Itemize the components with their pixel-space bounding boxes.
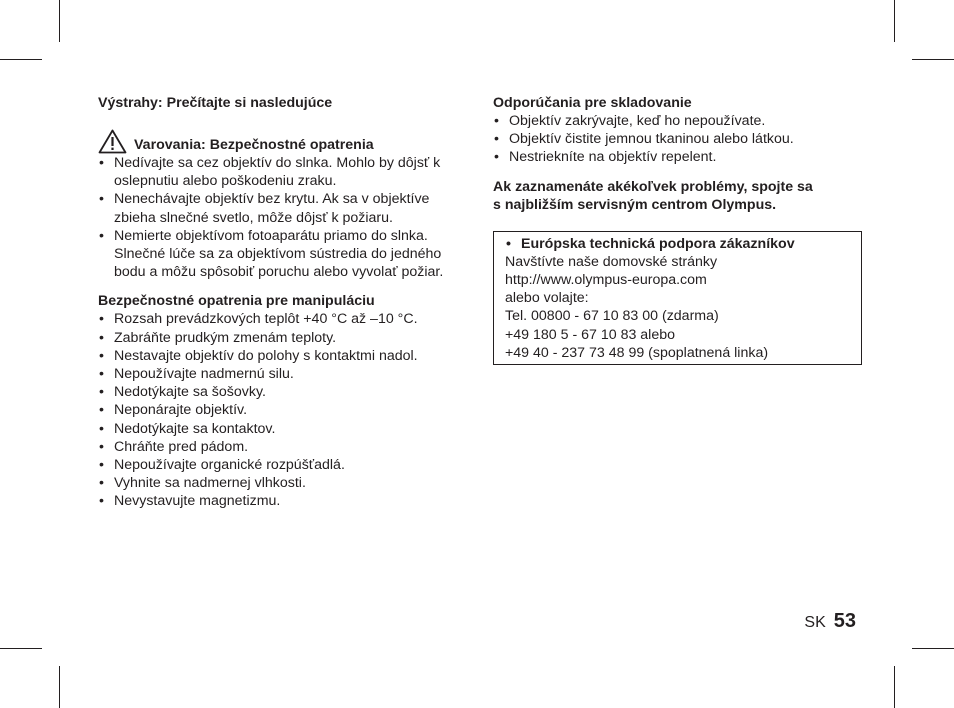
support-box	[493, 231, 862, 365]
warnings-title: Výstrahy: Prečítajte si nasledujúce	[98, 95, 333, 111]
list-item: • Nestavajte objektív do polohy s kontaktmi nadol.	[98, 347, 468, 365]
support-phone: Tel. 00800 - 67 10 83 00 (zdarma)	[505, 308, 719, 325]
list-item: • Nedotýkajte sa kontaktov.	[98, 420, 468, 438]
list-item: • Nenechávajte objektív bez krytu. Ak sa v objektíve zbieha slnečné svetlo, môže dôjsť k požiaru.	[98, 190, 468, 226]
crop-mark	[59, 666, 60, 708]
list-item: • Objektív čistite jemnou tkaninou alebo látkou.	[493, 130, 858, 148]
page-footer	[804, 610, 856, 633]
list-item: • Nevystavujte magnetizmu.	[98, 492, 468, 510]
warning-heading-row	[98, 129, 468, 154]
storage-heading: Odporúčania pre skladovanie	[493, 95, 692, 111]
crop-mark	[912, 648, 954, 649]
support-box-line: alebo volajte:	[505, 290, 589, 307]
support-phone: +49 40 - 237 73 48 99 (spoplatnená linka)	[505, 344, 769, 361]
storage-list	[493, 112, 858, 167]
right-column	[493, 94, 858, 365]
list-item: • Objektív zakrývajte, keď ho nepoužívate.	[493, 112, 858, 130]
list-item: • Neponárajte objektív.	[98, 401, 468, 419]
warning-heading: Varovania: Bezpečnostné opatrenia	[134, 137, 374, 153]
warning-triangle-icon	[98, 129, 127, 154]
list-item: • Vyhnite sa nadmernej vlhkosti.	[98, 474, 468, 492]
crop-mark	[59, 0, 60, 42]
list-item: • Nedotýkajte sa šošovky.	[98, 383, 468, 401]
language-code: SK	[804, 614, 826, 631]
problems-line: Ak zaznamenáte akékoľvek problémy, spojte sa	[493, 178, 813, 195]
list-item: • Chráňte pred pádom.	[98, 438, 468, 456]
crop-mark	[0, 648, 42, 649]
list-item: • Nestriekníte na objektív repelent.	[493, 148, 858, 166]
support-phone: +49 180 5 - 67 10 83 alebo	[505, 326, 676, 343]
support-url[interactable]: http://www.olympus-europa.com	[505, 272, 707, 289]
list-item: • Nepoužívajte nadmernú silu.	[98, 365, 468, 383]
crop-mark	[912, 59, 954, 60]
list-item: • Rozsah prevádzkových teplôt +40 °C až –10 °C.	[98, 310, 468, 328]
support-box-title: • Európska technická podpora zákazníkov	[505, 235, 851, 253]
crop-mark	[894, 0, 895, 42]
list-item: • Zabráňte prudkým zmenám teploty.	[98, 329, 468, 347]
list-item: • Nedívajte sa cez objektív do slnka. Mohlo by dôjsť k oslepnutiu alebo poškodeniu zraku.	[98, 154, 468, 190]
crop-mark	[894, 666, 895, 708]
left-column	[98, 94, 468, 511]
crop-mark	[0, 59, 42, 60]
list-item: • Nepoužívajte organické rozpúšťadlá.	[98, 456, 468, 474]
handling-list	[98, 310, 468, 510]
page-number: 53	[833, 610, 856, 632]
problems-line: s najbližším servisným centrom Olympus.	[493, 196, 777, 213]
list-item: • Nemierte objektívom fotoaparátu priamo do slnka. Slnečné lúče sa za objektívom sústredia do jedného bodu a môžu spôsobiť poruchu alebo vyvolať požiar.	[98, 227, 468, 282]
problems-notice	[493, 178, 858, 214]
support-box-line: Navštívte naše domovské stránky	[505, 253, 718, 270]
warning-list	[98, 154, 468, 281]
handling-heading: Bezpečnostné opatrenia pre manipuláciu	[98, 293, 375, 310]
